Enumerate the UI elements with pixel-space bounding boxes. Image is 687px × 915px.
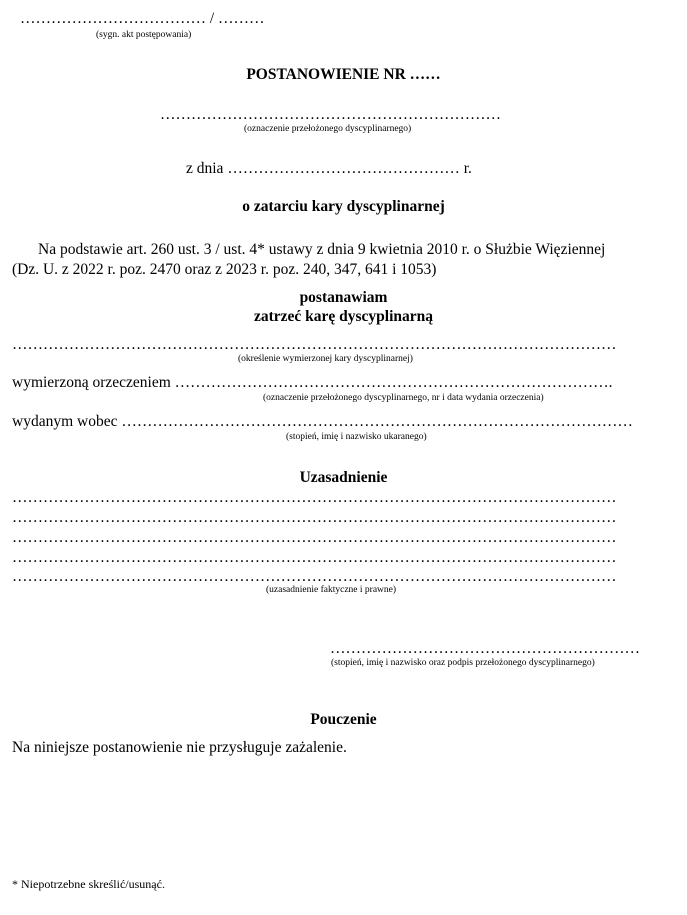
signature-line: …………………………………………………… xyxy=(330,640,640,657)
legal-basis-line-1: Na podstawie art. 260 ust. 3 / ust. 4* ustawy z dnia 9 kwietnia 2010 r. o Służbie Więziennej xyxy=(38,241,606,258)
justification-line: ……………………………………………………………………………………………………… xyxy=(12,509,617,526)
instruction-text: Na niniejsze postanowienie nie przysługuje zażalenie. xyxy=(12,739,347,756)
against-caption: (stopień, imię i nazwisko ukaranego) xyxy=(286,432,427,442)
decision-word: postanawiam xyxy=(299,289,388,306)
justification-line: ……………………………………………………………………………………………………… xyxy=(12,568,617,585)
penalty-caption: (określenie wymierzonej kary dyscyplinarnej) xyxy=(238,354,413,364)
justification-caption: (uzasadnienie faktyczne i prawne) xyxy=(266,585,397,595)
case-reference-caption: (sygn. akt postępowania) xyxy=(96,30,192,40)
ruling-line: wymierzoną orzeczeniem …………………………………………………………………………. xyxy=(12,374,613,391)
superior-line: ………………………………………………………… xyxy=(160,106,501,123)
against-line: wydanym wobec ……………………………………………………………………………………… xyxy=(12,413,633,430)
subject-heading: o zatarciu kary dyscyplinarnej xyxy=(242,198,445,215)
justification-line: ……………………………………………………………………………………………………… xyxy=(12,489,617,506)
decision-statement: zatrzeć karę dyscyplinarną xyxy=(253,308,434,325)
case-reference-line: ……………………………… / ……… xyxy=(20,10,265,27)
legal-basis-line-2: (Dz. U. z 2022 r. poz. 2470 oraz z 2023 r. poz. 240, 347, 641 i 1053) xyxy=(12,261,437,278)
document-title: POSTANOWIENIE NR …… xyxy=(246,66,441,83)
date-line: z dnia ……………………………………… r. xyxy=(186,160,472,177)
footnote: * Niepotrzebne skreślić/usunąć. xyxy=(12,877,165,891)
instruction-heading: Pouczenie xyxy=(310,711,377,728)
justification-heading: Uzasadnienie xyxy=(299,469,388,486)
justification-line: ……………………………………………………………………………………………………… xyxy=(12,549,617,566)
superior-caption: (oznaczenie przełożonego dyscyplinarnego) xyxy=(244,124,412,134)
ruling-caption: (oznaczenie przełożonego dyscyplinarnego, nr i data wydania orzeczenia) xyxy=(263,393,544,403)
signature-caption: (stopień, imię i nazwisko oraz podpis przełożonego dyscyplinarnego) xyxy=(331,658,595,668)
penalty-line: ……………………………………………………………………………………………………… xyxy=(12,336,617,353)
justification-line: ……………………………………………………………………………………………………… xyxy=(12,529,617,546)
